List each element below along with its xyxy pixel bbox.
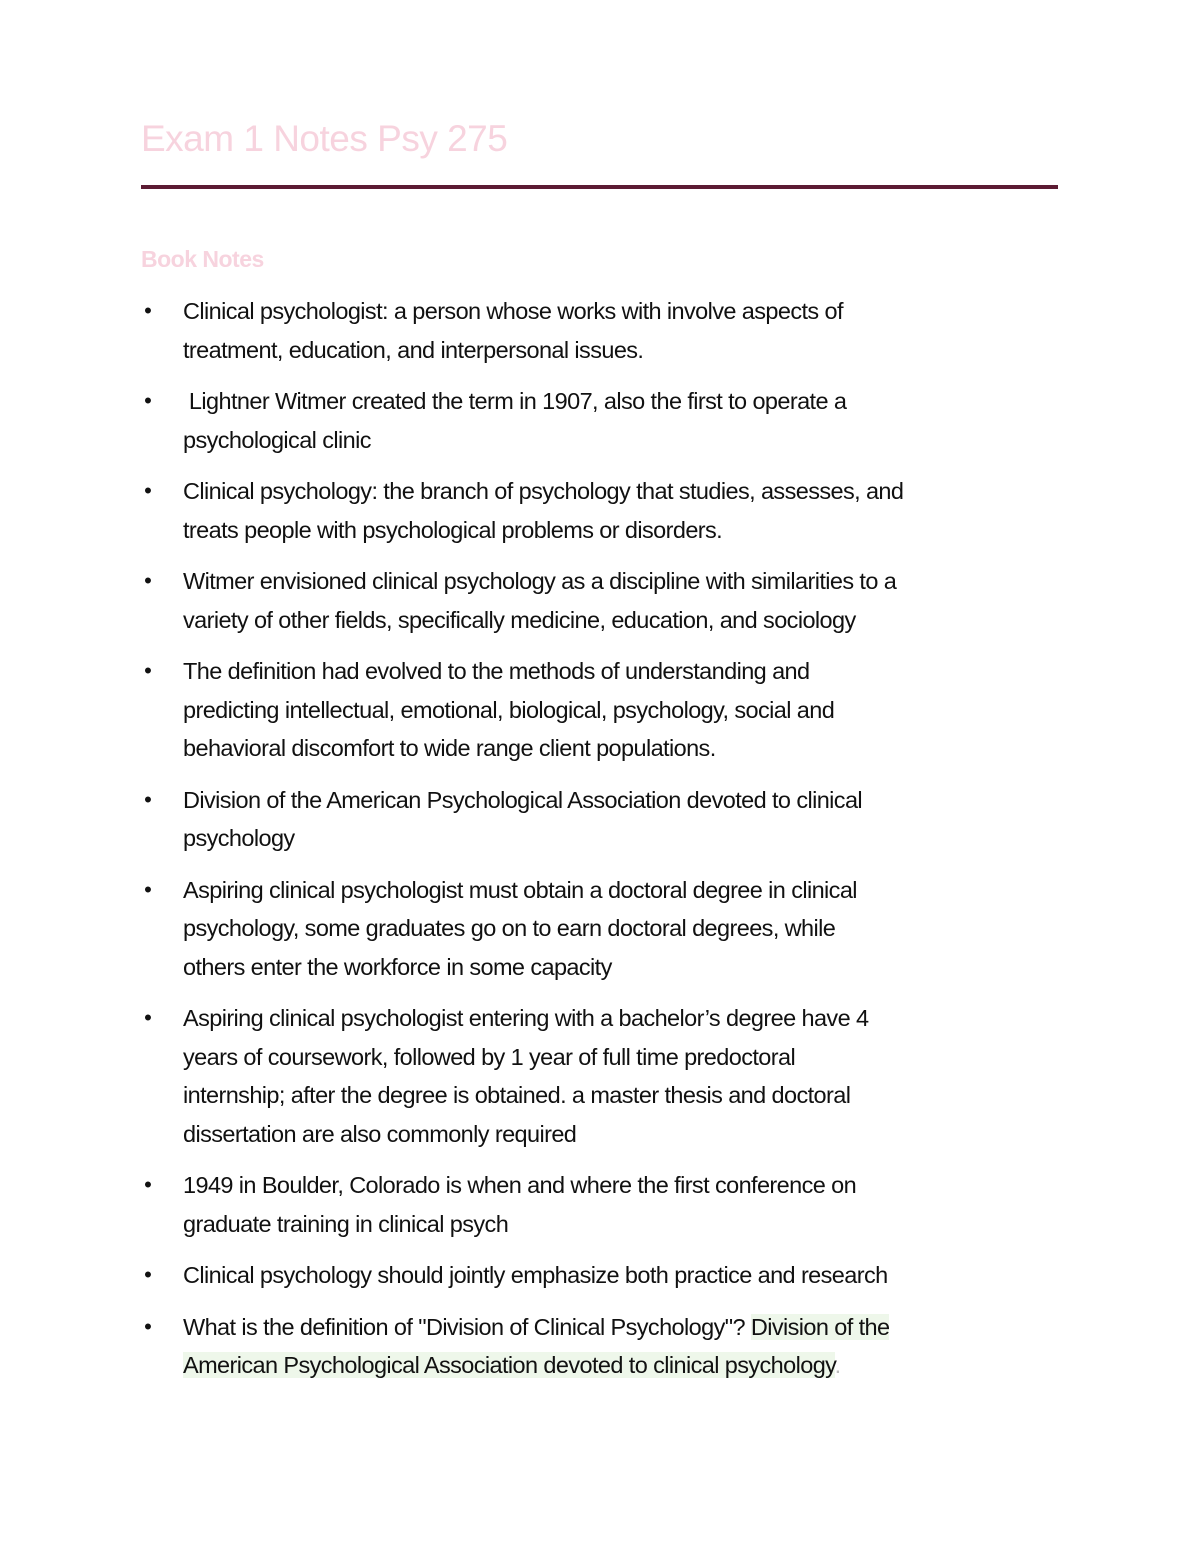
list-item-question bbox=[141, 1308, 1101, 1385]
list-item bbox=[141, 1166, 1101, 1243]
bullet-icon: • bbox=[144, 786, 152, 812]
list-item bbox=[141, 382, 1101, 459]
bullet-icon: • bbox=[144, 388, 152, 413]
answer-highlight: American Psychological Association devoted to clinical psychology bbox=[183, 1352, 835, 1378]
bullet-icon: • bbox=[144, 298, 152, 323]
item-text-line: Witmer envisioned clinical psychology as a discipline with similarities to a bbox=[183, 568, 897, 594]
item-text-line: treats people with psychological problems or disorders. bbox=[183, 516, 723, 543]
bullet-icon: • bbox=[144, 1172, 152, 1197]
item-text-line: Division of the American Psychological Association devoted to clinical bbox=[183, 786, 863, 813]
item-text-line: 1949 in Boulder, Colorado is when and where the first conference on bbox=[183, 1172, 857, 1198]
item-text-line: internship; after the degree is obtained. a master thesis and doctoral bbox=[183, 1082, 851, 1108]
bullet-list bbox=[141, 292, 1101, 1398]
item-text-line: graduate training in clinical psych bbox=[183, 1210, 509, 1237]
item-text-line: psychology, some graduates go on to earn doctoral degrees, while bbox=[183, 915, 836, 941]
item-text-line: Clinical psychology: the branch of psychology that studies, assesses, and bbox=[183, 478, 904, 504]
section-heading: Book Notes bbox=[141, 246, 264, 272]
item-text-line: psychology bbox=[183, 825, 295, 851]
list-item bbox=[141, 1256, 1101, 1295]
question-text: What is the definition of "Division of Clinical Psychology"? bbox=[183, 1313, 751, 1340]
item-text-line: psychological clinic bbox=[183, 426, 371, 453]
bullet-icon: • bbox=[144, 1005, 152, 1030]
list-item bbox=[141, 562, 1101, 639]
bullet-icon: • bbox=[144, 1262, 152, 1287]
list-item bbox=[141, 781, 1101, 858]
answer-highlight: Division of the bbox=[750, 1313, 890, 1340]
bullet-icon: • bbox=[144, 876, 152, 902]
item-text-line: Aspiring clinical psychologist entering with a bachelor’s degree have 4 bbox=[183, 1005, 869, 1031]
item-text-line: Lightner Witmer created the term in 1907, also the first to operate a bbox=[183, 388, 847, 414]
item-text-line: behavioral discomfort to wide range client populations. bbox=[183, 735, 716, 761]
answer-end: . bbox=[834, 1352, 841, 1378]
bullet-icon: • bbox=[144, 478, 152, 503]
list-item bbox=[141, 472, 1101, 549]
item-text-line: The definition had evolved to the methods of understanding and bbox=[183, 658, 810, 684]
list-item bbox=[141, 999, 1101, 1153]
bullet-icon: • bbox=[144, 1313, 152, 1339]
list-item bbox=[141, 871, 1101, 987]
item-text-line: others enter the workforce in some capacity bbox=[183, 953, 612, 980]
item-text-line: Clinical psychologist: a person whose works with involve aspects of bbox=[183, 298, 843, 324]
item-text-line: Clinical psychology should jointly emphasize both practice and research bbox=[183, 1262, 888, 1288]
item-text-line: years of coursework, followed by 1 year of full time predoctoral bbox=[183, 1043, 796, 1070]
document-title: Exam 1 Notes Psy 275 bbox=[141, 118, 508, 159]
title-divider bbox=[141, 185, 1058, 189]
list-item bbox=[141, 652, 1101, 768]
item-text-line: variety of other fields, specifically medicine, education, and sociology bbox=[183, 606, 856, 633]
list-item bbox=[141, 292, 1101, 369]
item-text-line: dissertation are also commonly required bbox=[183, 1120, 577, 1147]
bullet-icon: • bbox=[144, 658, 152, 683]
bullet-icon: • bbox=[144, 568, 152, 593]
item-text-line: treatment, education, and interpersonal issues. bbox=[183, 336, 644, 363]
item-text-line: Aspiring clinical psychologist must obtain a doctoral degree in clinical bbox=[183, 876, 857, 903]
item-text-line: predicting intellectual, emotional, biological, psychology, social and bbox=[183, 696, 835, 723]
